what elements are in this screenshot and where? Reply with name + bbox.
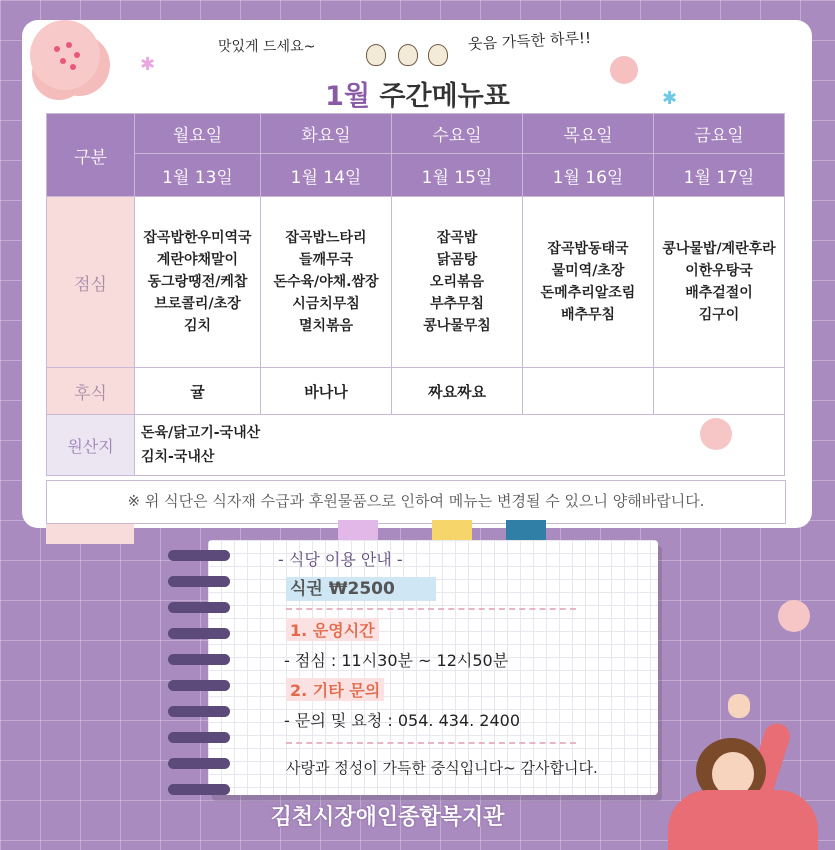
lunch-label: 점심: [47, 197, 135, 368]
origin-info: [135, 415, 785, 476]
dessert-cell: [523, 368, 654, 415]
gubun-header: 구분: [47, 114, 135, 197]
menu-item: 잡곡밥한우미역국: [143, 230, 252, 246]
divider: [286, 608, 576, 610]
lunch-cell-mon: [135, 197, 261, 368]
day-date: 1월 14일: [261, 154, 392, 197]
notebook-ring: [168, 628, 230, 639]
chick-icon: [428, 44, 448, 66]
notebook-ring: [168, 680, 230, 691]
day-name: 목요일: [523, 114, 654, 154]
title-text: 주간메뉴표: [370, 81, 510, 112]
origin-line: 김치-국내산: [141, 449, 215, 465]
dessert-label: 후식: [47, 368, 135, 415]
menu-item: 시금치무침: [292, 296, 360, 312]
greeting-right: 웃음 가득한 하루!!: [467, 28, 592, 54]
menu-item: 콩나물무침: [423, 318, 491, 334]
menu-item: 돈메추리알조림: [540, 285, 636, 301]
notebook-ring: [168, 550, 230, 561]
lunch-cell-wed: [392, 197, 523, 368]
dessert-cell: [654, 368, 785, 415]
menu-item: 잡곡밥: [436, 230, 478, 246]
lunch-cell-fri: [654, 197, 785, 368]
menu-item: 김구이: [698, 307, 740, 323]
menu-item: 오리볶음: [429, 274, 485, 290]
chick-icon: [398, 44, 418, 66]
chick-icon: [366, 44, 386, 66]
notebook-ring: [168, 732, 230, 743]
notebook-ring: [168, 758, 230, 769]
section-hours: 1. 운영시간: [286, 618, 379, 641]
thanks-message: 사랑과 정성이 가득한 중식입니다~ 감사합니다.: [286, 759, 598, 777]
section-inquiry: 2. 기타 문의: [286, 678, 384, 701]
origin-line: 돈육/닭고기-국내산: [141, 425, 261, 441]
day-name: 금요일: [654, 114, 785, 154]
divider: [286, 742, 576, 744]
inquiry-line: - 문의 및 요청 : 054. 434. 2400: [284, 711, 521, 730]
note-title: - 식당 이용 안내 -: [278, 550, 403, 569]
day-name: 화요일: [261, 114, 392, 154]
sparkle-icon: ✱: [662, 88, 678, 109]
hours-line: - 점심 : 11시30분 ~ 12시50분: [284, 651, 509, 670]
menu-item: 배추겉절이: [685, 285, 753, 301]
day-date: 1월 13일: [135, 154, 261, 197]
weekly-menu-table: [46, 113, 785, 476]
lunch-cell-thu: [523, 197, 654, 368]
notebook-ring: [168, 576, 230, 587]
notebook-ring: [168, 784, 230, 795]
notebook-ring: [168, 602, 230, 613]
menu-item: 돈수육/야채.쌈장: [273, 274, 379, 290]
day-date: 1월 16일: [523, 154, 654, 197]
menu-item: 닭곰탕: [436, 252, 478, 268]
greeting-left: 맛있게 드세요~: [218, 39, 316, 55]
origin-label: 원산지: [47, 415, 135, 476]
menu-item: 부추무침: [429, 296, 485, 312]
day-date: 1월 15일: [392, 154, 523, 197]
menu-item: 김치: [183, 318, 212, 334]
sparkle-icon: ✱: [140, 54, 156, 75]
dessert-cell: 바나나: [261, 368, 392, 415]
organization-name: [0, 800, 835, 831]
title-month: 1월: [325, 81, 371, 112]
notebook-ring: [168, 654, 230, 665]
menu-item: 이한우탕국: [685, 263, 753, 279]
pointing-hand-icon: [728, 694, 750, 718]
menu-item: 브로콜리/초장: [154, 296, 241, 312]
menu-item: 멸치볶음: [298, 318, 354, 334]
menu-item: 콩나물밥/계란후라: [662, 241, 776, 257]
dessert-cell: 짜요짜요: [392, 368, 523, 415]
menu-item: 물미역/초장: [551, 263, 625, 279]
menu-item: 동그랑땡전/케찹: [147, 274, 248, 290]
day-name: 월요일: [135, 114, 261, 154]
dessert-cell: 귤: [135, 368, 261, 415]
menu-item: 들깨무국: [298, 252, 354, 268]
day-name: 수요일: [392, 114, 523, 154]
notice-text: ※ 위 식단은 식자재 수급과 후원물품으로 인하여 메뉴는 변경될 수 있으니 양해바랍니다.: [46, 480, 786, 524]
notebook-ring: [168, 706, 230, 717]
menu-item: 배추무침: [560, 307, 616, 323]
flower-decoration: [778, 600, 810, 632]
organization-label: 김천시장애인종합복지관: [270, 805, 505, 830]
page-title: [0, 74, 835, 113]
day-date: 1월 17일: [654, 154, 785, 197]
menu-item: 잡곡밥느타리: [285, 230, 367, 246]
menu-item: 잡곡밥동태국: [547, 241, 629, 257]
menu-item: 계란야채말이: [156, 252, 239, 268]
meal-ticket-price: 식권 ₩2500: [286, 577, 436, 601]
lunch-cell-tue: [261, 197, 392, 368]
